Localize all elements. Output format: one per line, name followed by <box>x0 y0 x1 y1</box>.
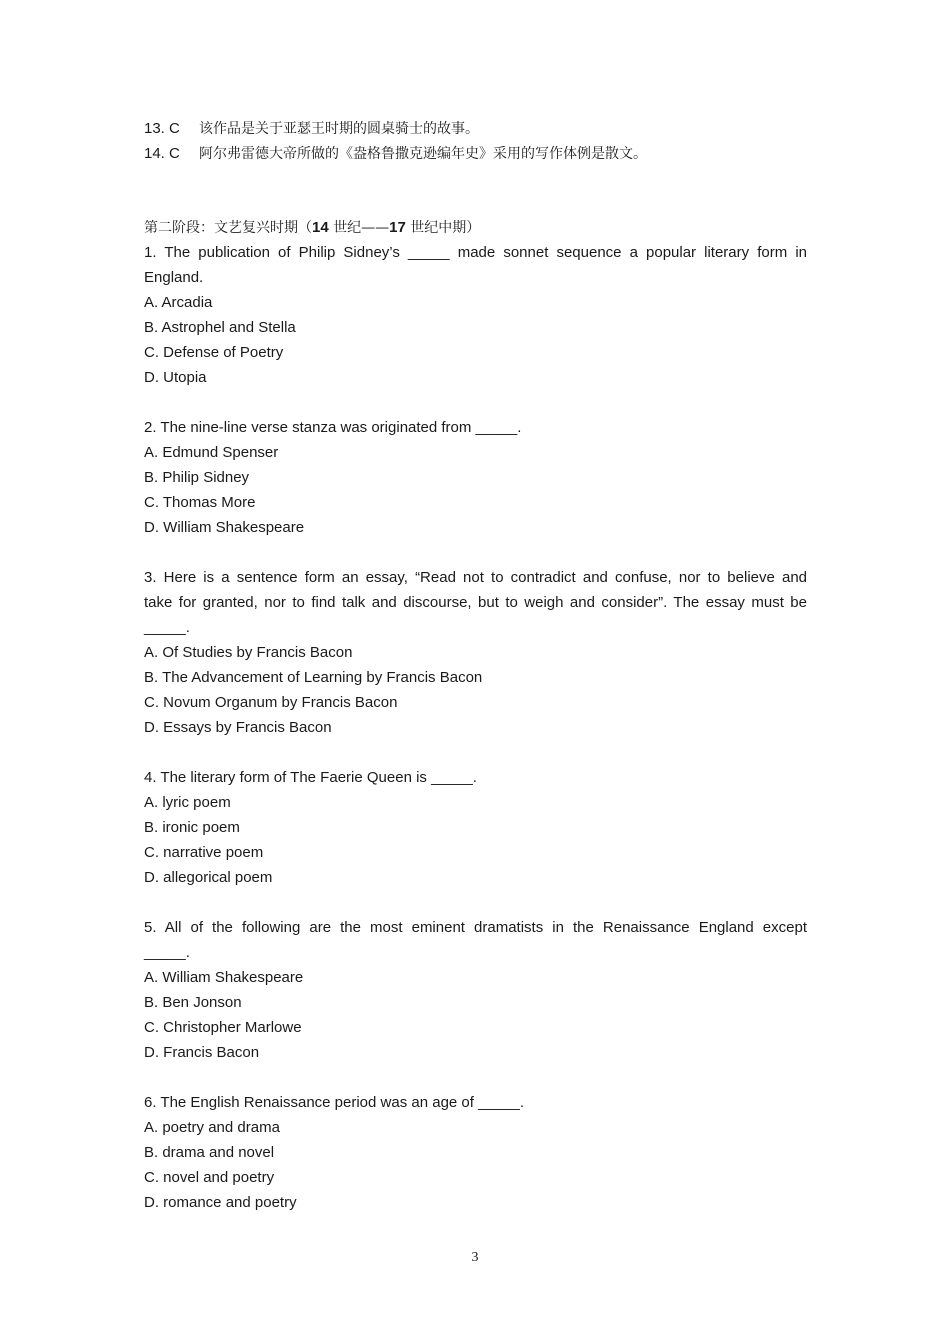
spacer <box>144 740 807 765</box>
option-b: B. ironic poem <box>144 819 240 836</box>
question-2 <box>144 415 807 540</box>
question-6 <box>144 1090 807 1215</box>
spacer <box>144 1065 807 1090</box>
option-a: A. Of Studies by Francis Bacon <box>144 644 353 661</box>
option-c: C. Novum Organum by Francis Bacon <box>144 694 398 711</box>
option-c: C. Thomas More <box>144 494 256 511</box>
question-1 <box>144 240 807 390</box>
option-d: D. William Shakespeare <box>144 519 305 536</box>
question-stem: 3. Here is a sentence form an essay, “Read not to contradict and confuse, nor to believe and <box>144 569 807 586</box>
option-b: B. Philip Sidney <box>144 469 250 486</box>
spacer <box>144 390 807 415</box>
option-c: C. Defense of Poetry <box>144 344 284 361</box>
question-5 <box>144 915 807 1065</box>
section-heading-mid: 世纪—— <box>328 220 390 236</box>
answer-number: 14. C <box>144 145 180 162</box>
option-d: D. Essays by Francis Bacon <box>144 719 332 736</box>
section-heading <box>144 215 807 240</box>
question-stem-continued: take for granted, nor to find talk and discourse, but to weigh and consider”. The essay must be <box>144 594 807 611</box>
spacer <box>144 890 807 915</box>
option-c: C. novel and poetry <box>144 1169 275 1186</box>
question-stem: 5. All of the following are the most eminent dramatists in the Renaissance England except <box>144 919 807 936</box>
section-heading-suffix: 世纪中期） <box>405 220 481 236</box>
section-heading-start-century: 14 <box>312 219 329 236</box>
option-a: A. poetry and drama <box>144 1119 280 1136</box>
option-d: D. Utopia <box>144 369 207 386</box>
spacer <box>144 540 807 565</box>
option-d: D. allegorical poem <box>144 869 273 886</box>
answer-number: 13. C <box>144 120 180 137</box>
question-3 <box>144 565 807 740</box>
option-c: C. narrative poem <box>144 844 264 861</box>
question-stem: 6. The English Renaissance period was an age of _____. <box>144 1094 524 1111</box>
page-number: 3 <box>471 1250 479 1265</box>
option-b: B. The Advancement of Learning by Francis Bacon <box>144 669 483 686</box>
question-stem-continued: _____. <box>144 619 190 636</box>
answer-line <box>144 141 807 166</box>
question-stem: 2. The nine-line verse stanza was originated from _____. <box>144 419 522 436</box>
page-content <box>144 116 807 1215</box>
spacer <box>144 166 807 215</box>
question-4 <box>144 765 807 890</box>
section-heading-prefix: 第二阶段：文艺复兴时期（ <box>144 220 312 236</box>
option-b: B. drama and novel <box>144 1144 275 1161</box>
question-stem: 1. The publication of Philip Sidney’s _____ made sonnet sequence a popular literary form in <box>144 244 807 261</box>
option-b: B. Ben Jonson <box>144 994 242 1011</box>
option-a: A. Edmund Spenser <box>144 444 279 461</box>
option-a: A. Arcadia <box>144 294 213 311</box>
question-stem-continued: _____. <box>144 944 190 961</box>
option-c: C. Christopher Marlowe <box>144 1019 302 1036</box>
answer-explanation: 该作品是关于亚瑟王时期的圆桌骑士的故事。 <box>199 121 479 137</box>
option-a: A. lyric poem <box>144 794 231 811</box>
question-stem: 4. The literary form of The Faerie Queen is _____. <box>144 769 477 786</box>
section-heading-end-century: 17 <box>389 219 406 236</box>
answer-line <box>144 116 807 141</box>
option-b: B. Astrophel and Stella <box>144 319 296 336</box>
option-d: D. Francis Bacon <box>144 1044 260 1061</box>
question-stem-continued: England. <box>144 269 204 286</box>
answer-explanation: 阿尔弗雷德大帝所做的《盎格鲁撒克逊编年史》采用的写作体例是散文。 <box>199 146 647 162</box>
option-d: D. romance and poetry <box>144 1194 297 1211</box>
option-a: A. William Shakespeare <box>144 969 304 986</box>
